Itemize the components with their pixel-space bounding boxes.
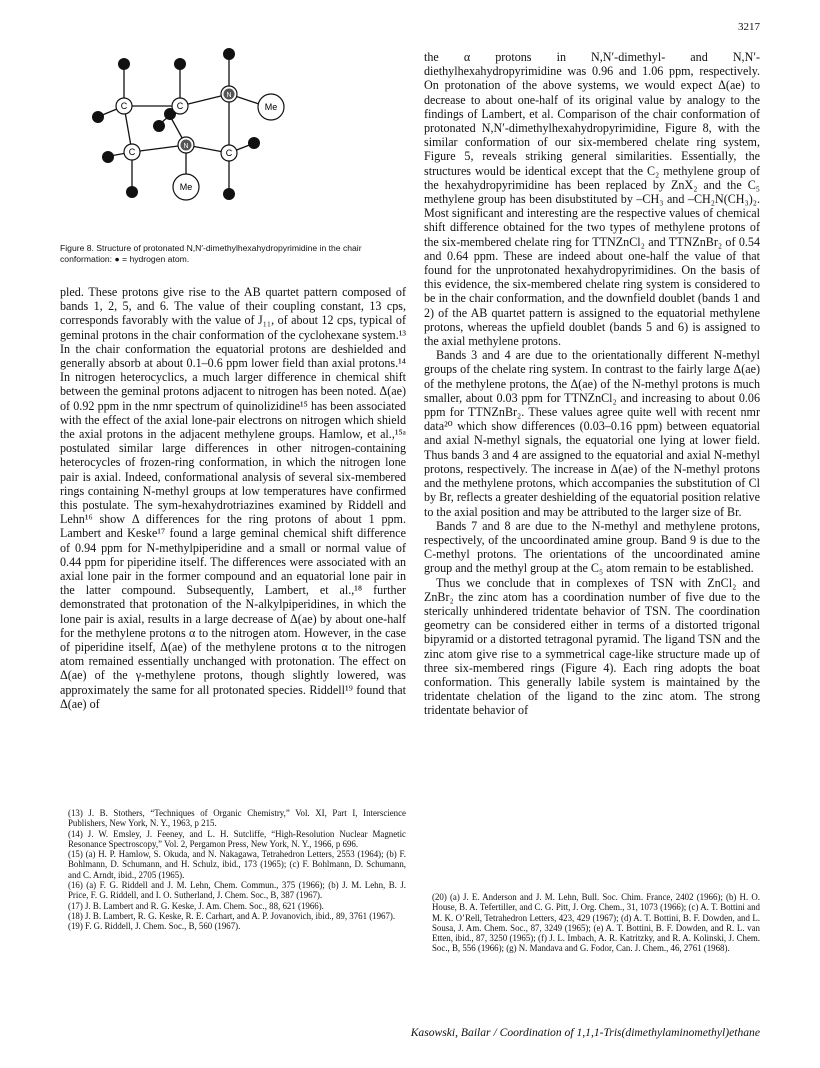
- carbon-label: C: [225, 148, 233, 158]
- methyl-label: Me: [264, 102, 278, 112]
- nitrogen-label: N: [183, 143, 189, 150]
- footnotes-right: [424, 892, 760, 954]
- body-paragraph: the α protons in N,N′-dimethyl- and N,N′-diethylhexahydropyrimidine was 0.96 and 1.06 ppm, respectively. On protonation of the above systems, we would expect Δ(ae) to decrease to about one-half of its original value by analogy to the findings of Lambert, et al. Comparison of the chair conformation of protonated N,N′-dimethylhexahydropyrimidine, Figure 8, with the similar conformation of our six-membered chelate ring system, Figure 5, reveals striking general similarities. Essentially, the structures would be identical except that the C₂ methylene group of the hexahydropyrimidine has been replaced by ZnX₂ and the C₅ methylene group has been disubstituted by –CH₃ and –CH₂N(CH₃)₂. Most significant and interesting are the respective values of chemical shift difference obtained for the two types of methylene protons of the six-membered chelate ring for TTNZnCl₂ and TTNZnBr₂ of 0.54 and 0.64 ppm. These are indeed about one-half the value of that found for the unprotonated hexahydropyrimidines. On the basis of this evidence, the six-membered chelate ring system is considered to be in the chair conformation, and the downfield doublet (bands 1 and 2) of the AB quartet pattern is assigned to the equatorial methylene protons, whereas the upfield doublet (bands 5 and 6) is assigned to the axial methylene protons.: [424, 50, 760, 349]
- left-column-body: [60, 285, 406, 711]
- hydrogen-atom: [153, 120, 165, 132]
- body-paragraph: Bands 3 and 4 are due to the orientationally different N-methyl groups of the chelate ring system. In contrast to the fairly large Δ(ae) of the methylene protons, the Δ(ae) of the N-methyl protons is much smaller, about 0.03 ppm for TTNZnCl₂ and increasing to about 0.06 ppm for TTNZnBr₂. These values agree quite well with recent nmr data²⁰ which show differences (0.03–0.16 ppm) between equatorial and axial N-methyl signals, the equatorial one lying at lower field. Thus bands 3 and 4 are assigned to the equatorial and axial N-methyl protons, respectively. The increase in Δ(ae) of the N-methyl protons and the methylene protons, which accompanies the substitution of Cl by Br, reflects a greater deshielding of the equatorial position relative to the axial position and may be attributed to the larger size of Br.: [424, 348, 760, 519]
- hydrogen-atom: [223, 48, 235, 60]
- footnote: (17) J. B. Lambert and R. G. Keske, J. Am. Chem. Soc., 88, 621 (1966).: [68, 900, 324, 911]
- hydrogen-atom: [174, 58, 186, 70]
- carbon-label: C: [120, 101, 128, 111]
- nitrogen-label: N: [226, 92, 232, 99]
- footnote: (14) J. W. Emsley, J. Feeney, and L. H. Sutcliffe, “High-Resolution Nuclear Magnetic Resonance Spectroscopy,” Vol. 2, Pergamon Press, New York, N. Y., 1966, p 696.: [68, 828, 406, 849]
- carbon-label: C: [128, 147, 136, 157]
- running-footer: Kasowski, Bailar / Coordination of 1,1,1-Tris(dimethylaminomethyl)ethane: [410, 1026, 760, 1039]
- right-column-body: [424, 50, 760, 718]
- body-paragraph: Thus we conclude that in complexes of TSN with ZnCl₂ and ZnBr₂ the zinc atom has a coordination number of five due to the sterically unhindered tridentate behavior of TSN. The coordination geometry can be considered either in terms of a distorted trigonal bipyramid or a distorted tetragonal pyramid. The ligand TSN and the zinc atom give rise to a symmetrical cage-like structure made up of three six-membered rings (Figure 4). Each ring adopts the boat conformation. This generally labile system is maintained by the tridentate chelation of the ligand to the zinc atom. The strong tridentate behavior of: [424, 575, 760, 718]
- footnote: (13) J. B. Stothers, “Techniques of Organic Chemistry,” Vol. XI, Part I, Interscience Publishers, New York, N. Y., 1963, p 215.: [68, 808, 406, 829]
- hydrogen-atom: [248, 137, 260, 149]
- hydrogen-atom: [126, 186, 138, 198]
- hydrogen-atom: [92, 111, 104, 123]
- hydrogen-atom: [102, 151, 114, 163]
- footnote: (19) F. G. Riddell, J. Chem. Soc., B, 560 (1967).: [68, 921, 241, 932]
- figure-caption: Figure 8. Structure of protonated N,N′-dimethylhexahydropyrimidine in the chair conformation: ● = hydrogen atom.: [60, 243, 362, 264]
- footnotes-left: [60, 808, 406, 932]
- footnote: (16) (a) F. G. Riddell and J. M. Lehn, Chem. Commun., 375 (1966); (b) J. M. Lehn, B. J. Price, F. G. Riddell, and I. O. Sutherland, J. Chem. Soc., B, 387 (1967).: [68, 880, 406, 901]
- footnote: (20) (a) J. E. Anderson and J. M. Lehn, Bull. Soc. Chim. France, 2402 (1966); (b) H. O. House, B. A. Tefertiller, and C. G. Pitt, J. Org. Chem., 31, 1073 (1966); (c) A. T. Bottini and M. K. O’Rell, Tetrahedron Letters, 423, 429 (1967); (d) A. T. Bottini, B. F. Dowden, and L. Sousa, J. Am. Chem. Soc., 87, 3249 (1965); (e) A. T. Bottini, B. F. Dowden, and R. L. van Etten, ibid., 87, 3250 (1965); (f) J. L. Imbach, A. R. Katritzky, and R. A. Kolinski, J. Chem. Soc., B, 556 (1966); (g) N. Mandava and G. Fodor, Can. J. Chem., 46, 2761 (1968).: [432, 892, 760, 954]
- hydrogen-atom: [223, 188, 235, 200]
- figure-8-structure: [60, 44, 406, 240]
- carbon-label: C: [176, 101, 184, 111]
- footnote: (15) (a) H. P. Hamlow, S. Okuda, and N. Nakagawa, Tetrahedron Letters, 2553 (1964); (b) F. Bohlmann, D. Schumann, and H. Schulz, ibid., 173 (1965); (c) F. Bohlmann, D. Schumann, and C. Arndt, ibid., 2705 (1965).: [68, 849, 406, 880]
- hydrogen-atom: [118, 58, 130, 70]
- footnote: (18) J. B. Lambert, R. G. Keske, R. E. Carhart, and A. P. Jovanovich, ibid., 89, 3761 (1967).: [68, 910, 396, 921]
- methyl-label: Me: [179, 182, 193, 192]
- body-paragraph: pled. These protons give rise to the AB quartet pattern composed of bands 1, 2, 5, and 6. The value of their coupling constant, 13 cps, corresponds favorably with the value of J₁₁, of about 12 cps, typical of geminal protons in the chair conformation of the cyclohexane system.¹³ In the chair conformation the equatorial protons are deshielded and generally absorb at about 0.1–0.6 ppm lower field than axial protons.¹⁴ In nitrogen heterocyclics, a much larger difference in chemical shift between the geminal protons adjacent to nitrogen has been noted. Δ(ae) of 0.92 ppm in the nmr spectrum of quinolizidine¹⁵ has been associated with the effect of the axial lone-pair electrons on nitrogen which shield the axial protons in the adjacent methylene groups. Hamlow, et al.,¹⁵ᵃ postulated similar large differences in other nitrogen-containing heterocycles of frozen-ring conformation, in which the nitrogen lone pair is axial. Indeed, conformational analysis of several six-membered rings containing N-methyl groups at low temperatures have confirmed this postulate. The sym-hexahydrotriazines examined by Riddell and Lehn¹⁶ show Δ differences for the ring protons of about 1 ppm. Lambert and Keske¹⁷ found a large geminal chemical shift difference of 0.94 ppm for N-methylpiperidine and a small or normal value of 0.44 ppm for piperidine itself. The differences were associated with an axial lone pair in the former compound and an equatorial lone pair in the latter compound. Subsequently, Lambert, et al.,¹⁸ further demonstrated that protonation of the N-alkylpiperidines, in which the lone pair is axial, results in a large decrease of Δ(ae) by about one-half for the methylene protons α to the nitrogen atom. However, in the case of piperidine itself, Δ(ae) of the methylene protons α to the nitrogen atom remained essentially unchanged with protonation. The effect on Δ(ae) of the γ-methylene protons, though slightly lowered, was approximately the same for all protonated species. Riddell¹⁹ found that Δ(ae) of: [60, 285, 406, 711]
- page-number: 3217: [738, 21, 760, 33]
- body-paragraph: Bands 7 and 8 are due to the N-methyl and methylene protons, respectively, of the uncoordinated amine group. Band 9 is due to the C-methyl protons. The orientations of the uncoordinated amine group and the methyl group at the C₅ atom remain to be established.: [424, 518, 760, 576]
